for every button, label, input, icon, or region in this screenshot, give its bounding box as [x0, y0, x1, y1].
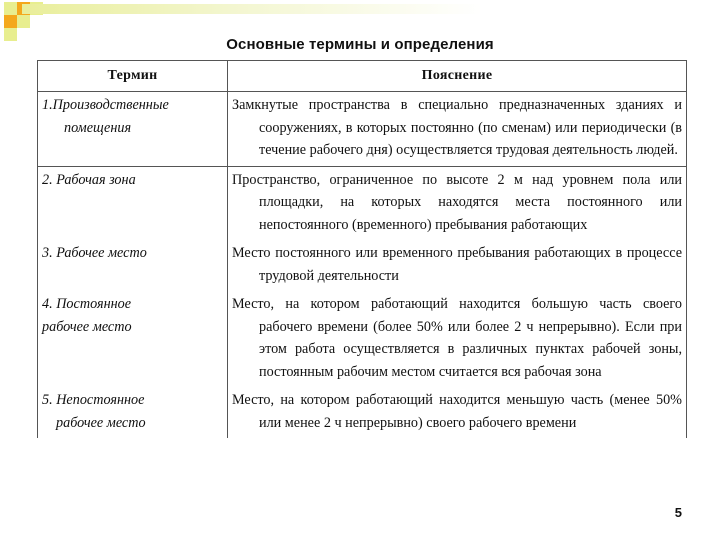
term-cell — [38, 387, 228, 438]
term-text-continued: рабочее место — [42, 318, 132, 335]
description-cell — [228, 166, 687, 240]
term-cell — [38, 92, 228, 167]
column-header-term: Термин — [38, 61, 228, 92]
description-text: Место постоянного или временного пребывания работающих в процессе трудовой деятельности — [232, 245, 682, 284]
terms-table — [37, 60, 687, 438]
term-text-continued: рабочее место — [56, 414, 146, 431]
table-header-row — [38, 61, 687, 92]
description-cell — [228, 92, 687, 167]
term-text: 1.Производственные — [42, 97, 169, 113]
description-cell — [228, 387, 687, 438]
description-text: Место, на котором работающий находится меньшую часть (менее 50% или менее 2 ч непрерывно) своего рабочего времени — [232, 392, 682, 431]
term-text: 2. Рабочая зона — [42, 171, 136, 188]
table-row — [38, 166, 687, 240]
term-text: 4. Постоянное — [42, 296, 132, 312]
description-text: Место, на котором работающий находится большую часть своего рабочего времени (более 50% или более 2 ч непрерывно). Если при этом работа осуществляется в различных пунктах рабочей зоны, постоянным рабочим местом считается вся рабочая зона — [232, 296, 682, 380]
term-text: 5. Непостоянное — [42, 392, 145, 408]
term-text: 3. Рабочее место — [42, 245, 147, 261]
term-cell — [38, 166, 228, 240]
term-cell — [38, 291, 228, 387]
description-text: Пространство, ограниченное по высоте 2 м над уровнем пола или площадки, на которых находятся места постоянного или непостоянного (временного) пребывания работающих — [232, 171, 682, 233]
page-number: 5 — [674, 505, 682, 520]
table-row — [38, 240, 687, 291]
table-row — [38, 291, 687, 387]
column-header-explanation: Пояснение — [228, 61, 687, 92]
term-text-continued: помещения — [64, 119, 132, 136]
table-row — [38, 92, 687, 167]
table-row — [38, 387, 687, 438]
description-cell — [228, 291, 687, 387]
page-title: Основные термины и определения — [226, 36, 494, 53]
header-gradient-bar — [22, 4, 482, 14]
description-text: Замкнутые пространства в специально предназначенных зданиях и сооружениях, в которых постоянно (по сменам) или периодически (в течение рабочего дня) осуществляется трудовая деятельность людей. — [232, 97, 682, 158]
description-cell — [228, 240, 687, 291]
term-cell — [38, 240, 228, 291]
